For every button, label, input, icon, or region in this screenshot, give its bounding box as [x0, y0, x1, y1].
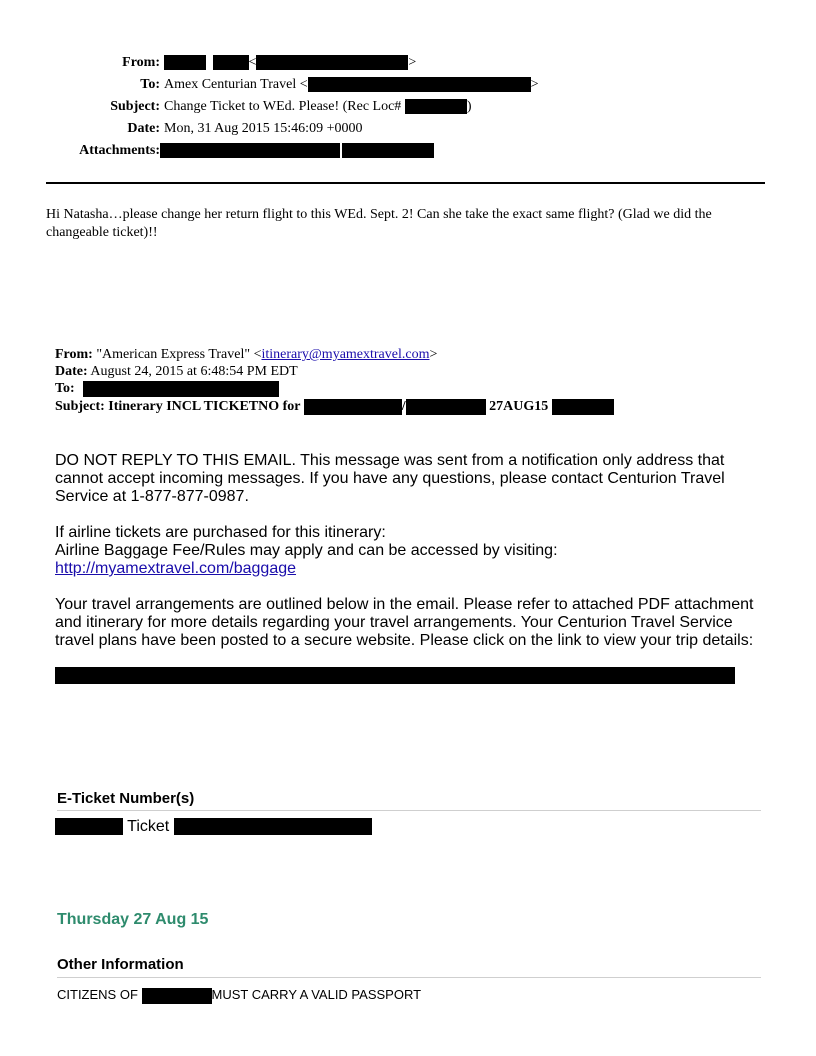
- fwd-date-label: Date:: [55, 364, 88, 379]
- fwd-to-label: To:: [55, 381, 75, 396]
- fwd-from-close: >: [429, 347, 438, 362]
- passport-notice-start: CITIZENS OF: [57, 987, 138, 1002]
- redacted-sender-last: [213, 55, 249, 70]
- fwd-from-row: [55, 346, 437, 363]
- fwd-subject-slash: /: [401, 399, 406, 414]
- eticket-divider: [57, 810, 761, 811]
- itinerary-day-date: Thursday 27 Aug 15: [57, 911, 209, 928]
- message-body: Hi Natasha…please change her return flight to this WEd. Sept. 2! Can she take the exact same flight? (Glad we did the changeable ticket)!!: [46, 207, 712, 240]
- header-to-name: Amex Centurian Travel <: [164, 77, 308, 92]
- baggage-line-2: Airline Baggage Fee/Rules may apply and can be accessed by visiting:: [55, 542, 558, 559]
- header-subject-close: ): [466, 99, 472, 114]
- redacted-fwd-recipient: [83, 381, 279, 397]
- header-attachments-row: [0, 143, 816, 161]
- fwd-to-row: [55, 380, 279, 397]
- header-attachments-label: Attachments:: [79, 143, 160, 158]
- header-attachments-value: [160, 143, 434, 159]
- eticket-title: E-Ticket Number(s): [57, 790, 195, 807]
- redacted-traveler-name: [304, 399, 402, 415]
- redacted-trip-link[interactable]: [55, 667, 735, 684]
- header-date-label: Date:: [127, 121, 160, 136]
- header-subject-value: [164, 99, 471, 115]
- redacted-record-locator: [405, 99, 467, 114]
- fwd-from-email-link[interactable]: itinerary@myamextravel.com: [261, 347, 430, 362]
- header-subject-text: Change Ticket to WEd. Please! (Rec Loc#: [164, 99, 402, 114]
- header-from-value: [164, 55, 416, 71]
- redacted-attachment-1[interactable]: [160, 143, 340, 158]
- other-info-divider: [57, 977, 761, 978]
- redacted-country: [142, 988, 212, 1004]
- redacted-traveler-given: [406, 399, 486, 415]
- header-subject-row: [0, 99, 816, 117]
- passport-notice: [57, 986, 421, 1004]
- baggage-line-1: If airline tickets are purchased for this itinerary:: [55, 524, 386, 541]
- header-to-value: [164, 77, 539, 93]
- header-to-label: To:: [140, 77, 160, 92]
- redacted-attachment-2[interactable]: [342, 143, 434, 158]
- fwd-subject-label: Subject: Itinerary INCL TICKETNO for: [55, 399, 301, 414]
- redacted-sender-email: [256, 55, 408, 70]
- header-from-label: From:: [122, 55, 160, 70]
- baggage-paragraph: [55, 524, 767, 578]
- header-to-close: >: [530, 77, 539, 92]
- fwd-subject-row: [55, 398, 614, 415]
- arrangements-paragraph: Your travel arrangements are outlined below in the email. Please refer to attached PDF attachment and itinerary for more details regarding your travel arrangements. Your Centurion Travel Service travel plans have been posted to a secure website. Please click on the link to view your trip details:: [55, 596, 754, 649]
- fwd-date-row: [55, 363, 298, 380]
- header-date-row: [0, 121, 816, 139]
- eticket-row: [55, 818, 372, 836]
- notice-paragraph: DO NOT REPLY TO THIS EMAIL. This message was sent from a notification only address that cannot accept incoming messages. If you have any questions, please contact Centurion Travel Service at 1-877-877-0987.: [55, 452, 725, 505]
- redacted-subject-tail: [552, 399, 614, 415]
- eticket-label: Ticket: [127, 818, 170, 835]
- redacted-ticket-airline: [55, 818, 123, 835]
- redacted-sender-first: [164, 55, 206, 70]
- redacted-ticket-number: [174, 818, 372, 835]
- header-date-value: Mon, 31 Aug 2015 15:46:09 +0000: [164, 121, 363, 136]
- header-subject-label: Subject:: [110, 99, 160, 114]
- fwd-date-value: August 24, 2015 at 6:48:54 PM EDT: [90, 364, 298, 379]
- other-info-title: Other Information: [57, 956, 184, 973]
- redacted-recipient-email: [308, 77, 531, 92]
- fwd-from-value: "American Express Travel" <: [96, 347, 262, 362]
- fwd-from-label: From:: [55, 347, 93, 362]
- passport-notice-end: MUST CARRY A VALID PASSPORT: [211, 987, 422, 1002]
- header-from-row: [0, 55, 816, 73]
- fwd-subject-date: 27AUG15: [489, 399, 549, 414]
- header-from-open: <: [248, 55, 257, 70]
- header-from-close: >: [408, 55, 417, 70]
- header-divider: [46, 182, 765, 184]
- header-to-row: [0, 77, 816, 95]
- baggage-link[interactable]: http://myamextravel.com/baggage: [55, 560, 297, 577]
